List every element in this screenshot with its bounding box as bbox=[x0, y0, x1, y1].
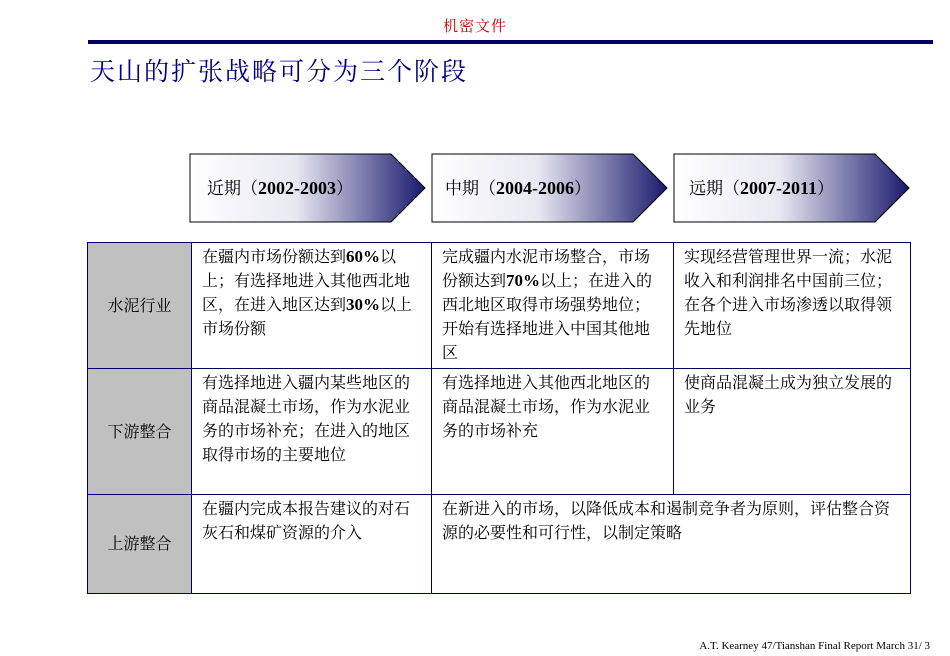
page-title: 天山的扩张战略可分为三个阶段 bbox=[90, 57, 469, 86]
table-cell: 使商品混凝土成为独立发展的业务 bbox=[674, 369, 911, 495]
table-row-downstream bbox=[88, 369, 911, 495]
table-cell: 在疆内市场份额达到60%以上；有选择地进入其他西北地区，在进入地区达到30%以上市场份额 bbox=[192, 243, 432, 369]
table-row-upstream bbox=[88, 495, 911, 594]
phase-mid-term bbox=[431, 153, 669, 223]
footer-citation: A.T. Kearney 47/Tianshan Final Report March 31/ 3 bbox=[699, 640, 930, 652]
phase-near-term bbox=[189, 153, 427, 223]
row-label: 下游整合 bbox=[88, 369, 192, 495]
row-label: 水泥行业 bbox=[88, 243, 192, 369]
phase-label: 中期（2004-2006） bbox=[445, 178, 591, 199]
confidential-label: 机密文件 bbox=[442, 17, 507, 35]
title-rule bbox=[88, 40, 933, 44]
table-cell: 完成疆内水泥市场整合，市场份额达到70%以上；在进入的西北地区取得市场强势地位；开始有选择地进入中国其他地区 bbox=[432, 243, 674, 369]
phase-label: 近期（2002-2003） bbox=[207, 178, 353, 199]
row-label: 上游整合 bbox=[88, 495, 192, 594]
table-cell: 有选择地进入疆内某些地区的商品混凝土市场，作为水泥业务的市场补充；在进入的地区取得市场的主要地位 bbox=[192, 369, 432, 495]
phase-long-term bbox=[673, 153, 911, 223]
strategy-table bbox=[87, 242, 911, 594]
phase-label: 远期（2007-2011） bbox=[689, 178, 835, 199]
table-cell: 在疆内完成本报告建议的对石灰石和煤矿资源的介入 bbox=[192, 495, 432, 594]
table-cell: 有选择地进入其他西北地区的商品混凝土市场，作为水泥业务的市场补充 bbox=[432, 369, 674, 495]
table-cell-merged: 在新进入的市场，以降低成本和遏制竞争者为原则，评估整合资源的必要性和可行性，以制定策略 bbox=[432, 495, 911, 594]
table-cell: 实现经营管理世界一流；水泥收入和利润排名中国前三位；在各个进入市场渗透以取得领先地位 bbox=[674, 243, 911, 369]
table-row-cement bbox=[88, 243, 911, 369]
